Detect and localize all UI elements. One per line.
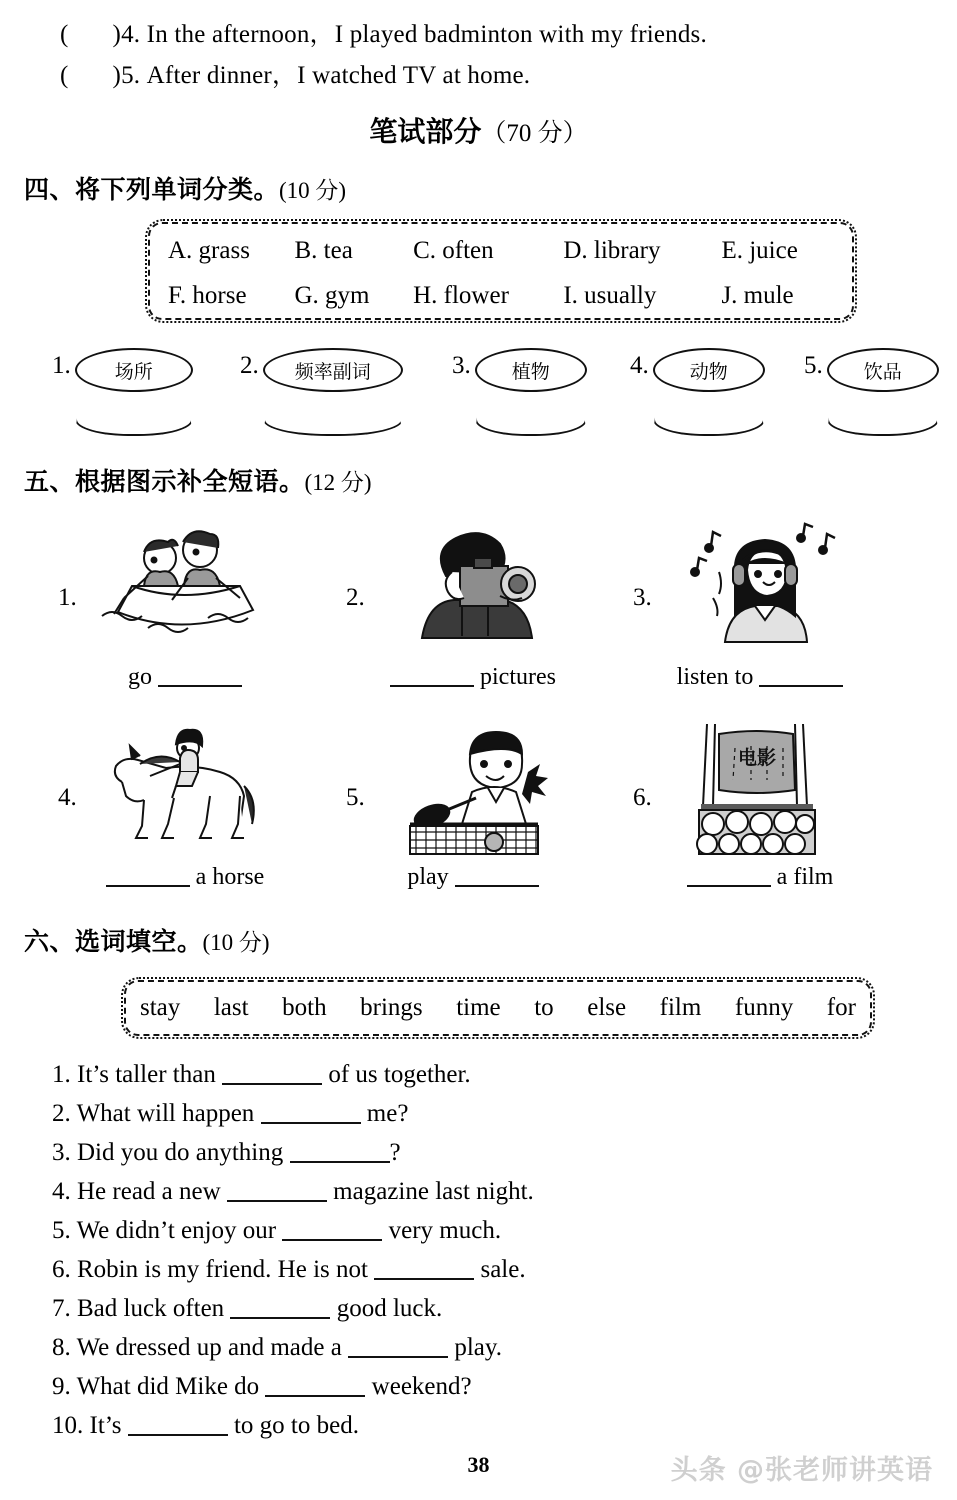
picture-number: 6. bbox=[633, 784, 652, 811]
question-number: 5. bbox=[121, 62, 141, 89]
phrase-suffix: a film bbox=[776, 864, 834, 890]
written-part-points: （70 分） bbox=[481, 120, 588, 147]
word-bank-item: else bbox=[587, 994, 627, 1021]
word-bank-item: G. gym bbox=[294, 281, 370, 309]
question-number: 4. bbox=[121, 21, 141, 48]
word-bank-row bbox=[150, 273, 852, 318]
question-text-after: magazine last night. bbox=[333, 1178, 534, 1205]
word-bank-item: brings bbox=[360, 994, 423, 1021]
word-bank-row bbox=[126, 982, 870, 1034]
section-4-points: (10 分) bbox=[279, 178, 347, 203]
answer-paren-open: ( bbox=[60, 21, 69, 48]
answer-blank[interactable] bbox=[222, 1063, 322, 1085]
section-6-heading bbox=[24, 922, 270, 958]
question-number: 4. bbox=[52, 1178, 71, 1205]
basket-shape bbox=[263, 348, 403, 440]
question-text-before: Did you do anything bbox=[77, 1139, 284, 1166]
question-item bbox=[52, 1289, 932, 1328]
question-text-before: It’s taller than bbox=[77, 1061, 216, 1088]
true-false-list bbox=[60, 14, 920, 96]
question-item bbox=[52, 1328, 932, 1367]
word-bank-item: B. tea bbox=[294, 236, 353, 264]
picture-phrase bbox=[40, 664, 330, 691]
question-number: 5. bbox=[52, 1217, 71, 1244]
question-item bbox=[52, 1133, 932, 1172]
boating-illustration bbox=[88, 520, 278, 660]
word-bank-item: for bbox=[826, 994, 856, 1021]
cinema-illustration bbox=[663, 720, 853, 860]
section-6-word-bank bbox=[124, 980, 872, 1036]
picture-item bbox=[615, 516, 905, 716]
question-text-before: What will happen bbox=[76, 1100, 255, 1127]
question-text: After dinner，I watched TV at home. bbox=[146, 62, 531, 89]
word-bank-item: stay bbox=[140, 994, 181, 1021]
question-text-before: We dressed up and made a bbox=[76, 1334, 342, 1361]
basket-number: 2. bbox=[240, 352, 259, 379]
answer-paren-close: ) bbox=[112, 62, 122, 89]
question-text-after: to go to bed. bbox=[233, 1412, 359, 1439]
section-6-title: 六、选词填空。 bbox=[24, 927, 203, 956]
basket-number: 4. bbox=[630, 352, 649, 379]
answer-blank[interactable] bbox=[455, 865, 539, 887]
question-item bbox=[52, 1055, 932, 1094]
answer-blank[interactable] bbox=[348, 1336, 448, 1358]
basket-number: 3. bbox=[452, 352, 471, 379]
section-4-heading bbox=[24, 170, 346, 206]
question-item bbox=[52, 1172, 932, 1211]
question-text-after: ? bbox=[389, 1139, 401, 1166]
question-item bbox=[52, 1094, 932, 1133]
question-number: 10. bbox=[52, 1412, 84, 1439]
picture-item bbox=[40, 516, 330, 716]
section-5-title: 五、根据图示补全短语。 bbox=[24, 467, 305, 496]
question-text-after: sale. bbox=[480, 1256, 526, 1283]
question-item bbox=[52, 1211, 932, 1250]
word-bank-item: time bbox=[456, 994, 501, 1021]
section-5-heading bbox=[24, 462, 372, 498]
written-part-label: 笔试部分 bbox=[369, 115, 482, 148]
girl-listening-music-illustration bbox=[663, 520, 853, 660]
camera-photographer-illustration bbox=[376, 520, 566, 660]
category-basket bbox=[804, 348, 939, 440]
question-text-before: He read a new bbox=[77, 1178, 221, 1205]
word-bank-item: to bbox=[534, 994, 554, 1021]
word-bank-item: F. horse bbox=[168, 281, 247, 309]
section-4-word-bank bbox=[148, 222, 854, 320]
word-bank-item: film bbox=[659, 994, 702, 1021]
picture-number: 4. bbox=[58, 784, 77, 811]
basket-number: 1. bbox=[52, 352, 71, 379]
question-text-after: play. bbox=[454, 1334, 502, 1361]
question-text-after: good luck. bbox=[336, 1295, 443, 1322]
picture-item bbox=[328, 516, 618, 716]
question-number: 7. bbox=[52, 1295, 71, 1322]
word-bank-item: H. flower bbox=[413, 281, 509, 309]
picture-number: 1. bbox=[58, 584, 77, 611]
picture-phrase bbox=[328, 664, 618, 691]
question-item bbox=[52, 1367, 932, 1406]
word-bank-item: J. mule bbox=[721, 281, 794, 309]
section-4-title: 四、将下列单词分类。 bbox=[24, 175, 280, 204]
horse-riding-illustration bbox=[88, 720, 278, 860]
word-bank-item: last bbox=[213, 994, 249, 1021]
picture-item bbox=[40, 716, 330, 916]
watermark: 头条 @张老师讲英语 bbox=[670, 1455, 933, 1486]
question-number: 9. bbox=[52, 1373, 71, 1400]
answer-blank[interactable] bbox=[106, 865, 190, 887]
answer-blank[interactable] bbox=[265, 1375, 365, 1397]
phrase-prefix: play bbox=[407, 864, 449, 890]
picture-number: 5. bbox=[346, 784, 365, 811]
basket-category-label: 植物 bbox=[511, 360, 550, 383]
phrase-suffix: a horse bbox=[195, 864, 265, 890]
written-part-title bbox=[0, 110, 957, 150]
phrase-prefix: listen to bbox=[676, 664, 754, 690]
category-basket bbox=[52, 348, 193, 440]
answer-blank[interactable] bbox=[227, 1180, 327, 1202]
answer-blank[interactable] bbox=[230, 1297, 330, 1319]
fill-in-blank-questions bbox=[52, 1055, 932, 1445]
category-basket bbox=[240, 348, 403, 440]
basket-category-label: 饮品 bbox=[863, 360, 902, 383]
question-number: 3. bbox=[52, 1139, 71, 1166]
question-text-before: Bad luck often bbox=[77, 1295, 225, 1322]
word-bank-item: D. library bbox=[563, 236, 661, 264]
answer-blank[interactable] bbox=[128, 1414, 228, 1436]
picture-item bbox=[615, 716, 905, 916]
picture-phrase bbox=[615, 664, 905, 691]
question-text-before: It’s bbox=[89, 1412, 122, 1439]
table-tennis-illustration bbox=[376, 720, 566, 860]
answer-blank[interactable] bbox=[374, 1258, 474, 1280]
answer-blank[interactable] bbox=[282, 1219, 382, 1241]
basket-category-label: 场所 bbox=[114, 360, 153, 383]
question-text-after: me? bbox=[366, 1100, 409, 1127]
picture-phrase bbox=[615, 864, 905, 891]
answer-blank[interactable] bbox=[687, 865, 771, 887]
word-bank-item: A. grass bbox=[168, 236, 250, 264]
question-text-before: Robin is my friend. He is not bbox=[77, 1256, 368, 1283]
question-item bbox=[52, 1250, 932, 1289]
word-bank-item: C. often bbox=[413, 236, 494, 264]
basket-shape bbox=[827, 348, 939, 440]
question-text-before: We didn’t enjoy our bbox=[76, 1217, 277, 1244]
word-bank-item: I. usually bbox=[563, 281, 657, 309]
basket-number: 5. bbox=[804, 352, 823, 379]
basket-shape bbox=[75, 348, 193, 440]
basket-category-label: 动物 bbox=[689, 360, 728, 383]
question-text-after: very much. bbox=[388, 1217, 502, 1244]
phrase-suffix: pictures bbox=[480, 664, 556, 690]
category-basket bbox=[630, 348, 765, 440]
basket-category-label: 频率副词 bbox=[294, 360, 371, 383]
screen-title-text: 电影 bbox=[737, 747, 777, 769]
page-number: 38 bbox=[467, 1452, 490, 1477]
word-bank-item: E. juice bbox=[721, 236, 798, 264]
true-false-item bbox=[60, 55, 920, 96]
basket-shape bbox=[653, 348, 765, 440]
picture-phrase-grid bbox=[40, 516, 920, 916]
word-bank-row bbox=[150, 224, 852, 273]
picture-number: 2. bbox=[346, 584, 365, 611]
question-number: 6. bbox=[52, 1256, 71, 1283]
picture-number: 3. bbox=[633, 584, 652, 611]
category-basket-row bbox=[52, 348, 942, 444]
word-bank-item: both bbox=[282, 994, 327, 1021]
answer-blank[interactable] bbox=[290, 1141, 390, 1163]
question-number: 2. bbox=[52, 1100, 71, 1127]
answer-paren-close: ) bbox=[112, 21, 122, 48]
answer-paren-open: ( bbox=[60, 62, 69, 89]
answer-blank[interactable] bbox=[158, 665, 242, 687]
question-text-before: What did Mike do bbox=[76, 1373, 260, 1400]
question-number: 1. bbox=[52, 1061, 71, 1088]
basket-shape bbox=[475, 348, 587, 440]
question-text: In the afternoon，I played badminton with my friends. bbox=[146, 21, 707, 48]
answer-blank[interactable] bbox=[759, 665, 843, 687]
category-basket bbox=[452, 348, 587, 440]
picture-phrase bbox=[40, 864, 330, 891]
section-5-points: (12 分) bbox=[304, 470, 372, 495]
word-bank-item: funny bbox=[734, 994, 794, 1021]
question-text-after: of us together. bbox=[328, 1061, 471, 1088]
answer-blank[interactable] bbox=[261, 1102, 361, 1124]
question-number: 8. bbox=[52, 1334, 71, 1361]
picture-row bbox=[40, 516, 920, 716]
question-item bbox=[52, 1406, 932, 1445]
question-text-after: weekend? bbox=[371, 1373, 472, 1400]
section-6-points: (10 分) bbox=[202, 930, 270, 955]
true-false-item bbox=[60, 14, 920, 55]
phrase-prefix: go bbox=[128, 664, 152, 690]
picture-row bbox=[40, 716, 920, 916]
answer-blank[interactable] bbox=[390, 665, 474, 687]
picture-item bbox=[328, 716, 618, 916]
picture-phrase bbox=[328, 864, 618, 891]
